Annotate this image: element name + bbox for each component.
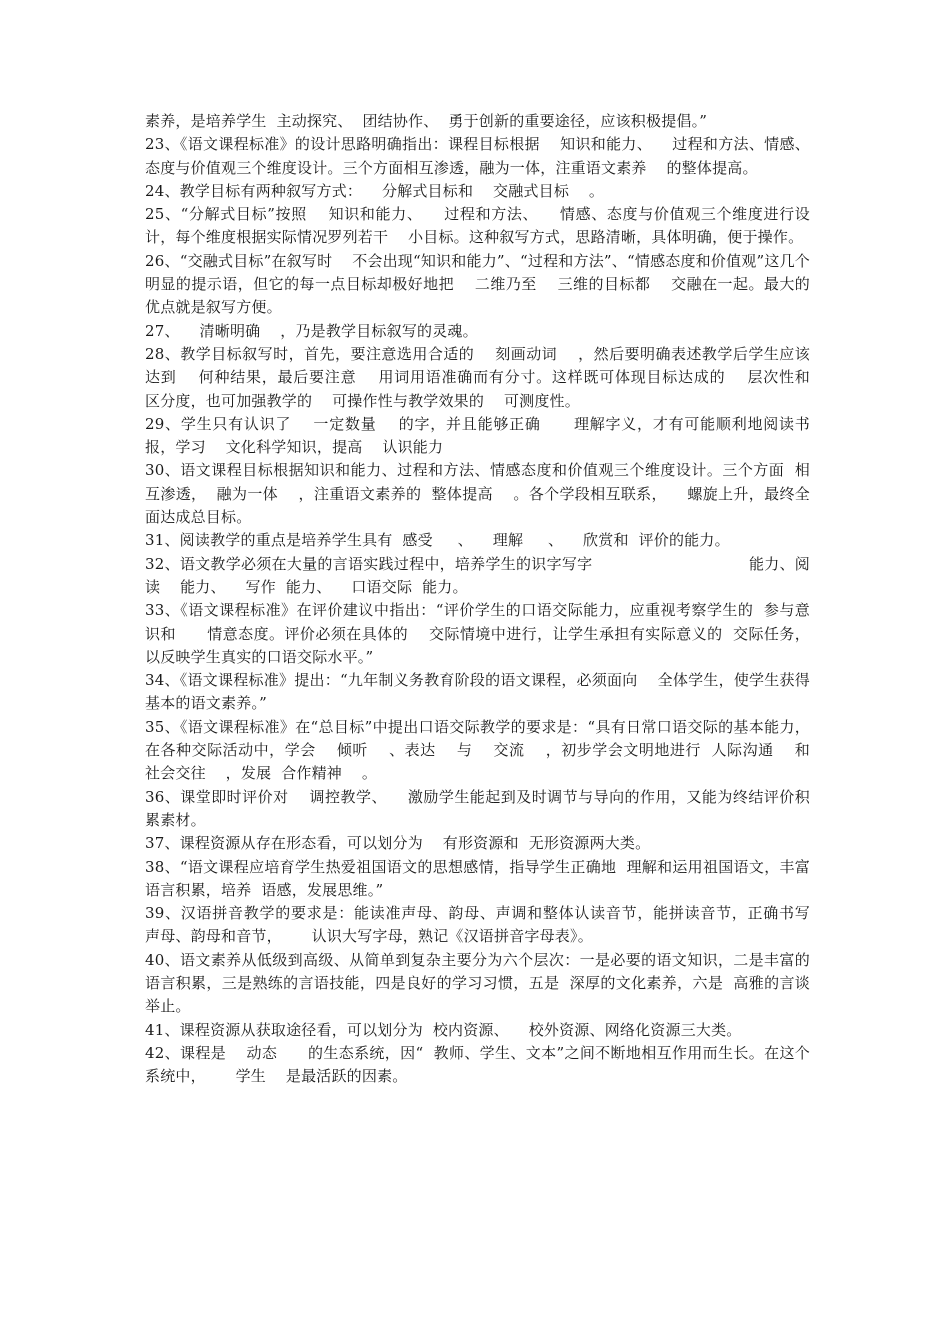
paragraph-32: 32、语文教学必须在大量的言语实践过程中，培养学生的识字写字 能力、阅读 能力、 写作 能力、 口语交际 能力。 xyxy=(145,554,810,596)
paragraph-30: 30、语文课程目标根据知识和能力、过程和方法、情感态度和价值观三个维度设计。三个方面 相互渗透， 融为一体 ，注重语文素养的 整体提高 。各个学段相互联系， 螺旋上升，最终全面达成总目标。 xyxy=(145,461,810,527)
paragraph-25: 25、“分解式目标”按照 知识和能力、 过程和方法、 情感、态度与价值观三个维度进行设计，每个维度根据实际情况罗列若干 小目标。这种叙写方式，思路清晰，具体明确，便于操作。 xyxy=(145,205,810,247)
paragraph-34: 34、《语文课程标准》提出：“九年制义务教育阶段的语文课程，必须面向 全体学生，使学生获得 基本的语文素养。” xyxy=(145,671,830,713)
paragraph-27: 27、 清晰明确 ，乃是教学目标叙写的灵魂。 xyxy=(145,321,478,340)
paragraph-28: 28、教学目标叙写时，首先，要注意选用合适的 刻画动词 ，然后要明确表述教学后学生应该达到 何种结果，最后要注意 用词用语准确而有分寸。这样既可体现目标达成的 层次性和 区分度，也可加强教学的 可操作性与教学效果的 可测度性。 xyxy=(145,344,830,410)
paragraph-42: 42、课程是 动态 的生态系统，因“ 教师、学生、文本”之间不断地相互作用而生长。在这个系统中， 学生 是最活跃的因素。 xyxy=(145,1043,810,1086)
document-body xyxy=(145,110,830,1088)
paragraph-40: 40、语文素养从低级到高级、从简单到复杂主要分为六个层次：一是必要的语文知识，二是丰富的语言积累，三是熟练的言语技能，四是良好的学习习惯，五是 深厚的文化素养，六是 高雅的言谈举止。 xyxy=(145,950,810,1016)
paragraph-29: 29、学生只有认识了 一定数量 的字，并且能够正确 理解字义，才有可能顺利地阅读书报，学习 文化科学知识，提高 认识能力 xyxy=(145,414,810,457)
paragraph-37: 37、课程资源从存在形态看，可以划分为 有形资源和 无形资源两大类。 xyxy=(145,834,651,853)
paragraph-36: 36、课堂即时评价对 调控教学、 激励学生能起到及时调节与导向的作用，又能为终结评价积累素材。 xyxy=(145,787,810,829)
paragraph-31: 31、阅读教学的重点是培养学生具有 感受 、 理解 、 欣赏和 评价的能力。 xyxy=(145,531,730,550)
paragraph-38: 38、“语文课程应培育学生热爱祖国语文的思想感情，指导学生正确地 理解和运用祖国语文，丰富 语言积累，培养 语感，发展思维。” xyxy=(145,857,820,899)
paragraph-23: 23、《语文课程标准》的设计思路明确指出：课程目标根据 知识和能力、 过程和方法、情感、态度与价值观三个维度设计。三个方面相互渗透，融为一体，注重语文素养 的整体提高。 xyxy=(145,135,810,177)
paragraph-24: 24、教学目标有两种叙写方式： 分解式目标和 交融式目标 。 xyxy=(145,181,605,200)
paragraph-39: 39、汉语拼音教学的要求是：能读准声母、韵母、声调和整体认读音节，能拼读音节，正确书写 声母、韵母和音节， 认识大写字母，熟记《汉语拼音字母表》。 xyxy=(145,904,820,946)
paragraph-41: 41、课程资源从获取途径看，可以划分为 校内资源、 校外资源、网络化资源三大类。 xyxy=(145,1020,742,1039)
paragraph-22-continuation: 素养，是培养学生 主动探究、 团结协作、 勇于创新的重要途径，应该积极提倡。” xyxy=(145,112,708,130)
paragraph-26: 26、“交融式目标”在叙写时 不会出现“知识和能力”、“过程和方法”、“情感态度和价值观”这几个明显的提示语，但它的每一点目标却极好地把 二维乃至 三维的目标都 交融在一起。最大的优点就是叙写方便。 xyxy=(145,251,810,317)
paragraph-35: 35、《语文课程标准》在“总目标”中提出口语交际教学的要求是：“具有日常口语交际的基本能力，在各种交际活动中，学会 倾听 、表达 与 交流 ，初步学会文明地进行 人际沟通 和 社会交往 ，发展 合作精神 。 xyxy=(145,717,820,783)
paragraph-33: 33、《语文课程标准》在评价建议中指出：“评价学生的口语交际能力，应重视考察学生的 参与意识和 情意态度。评价必须在具体的 交际情境中进行，让学生承担有实际意义的 交际任务，以反映学生真实的口语交际水平。” xyxy=(145,601,810,666)
